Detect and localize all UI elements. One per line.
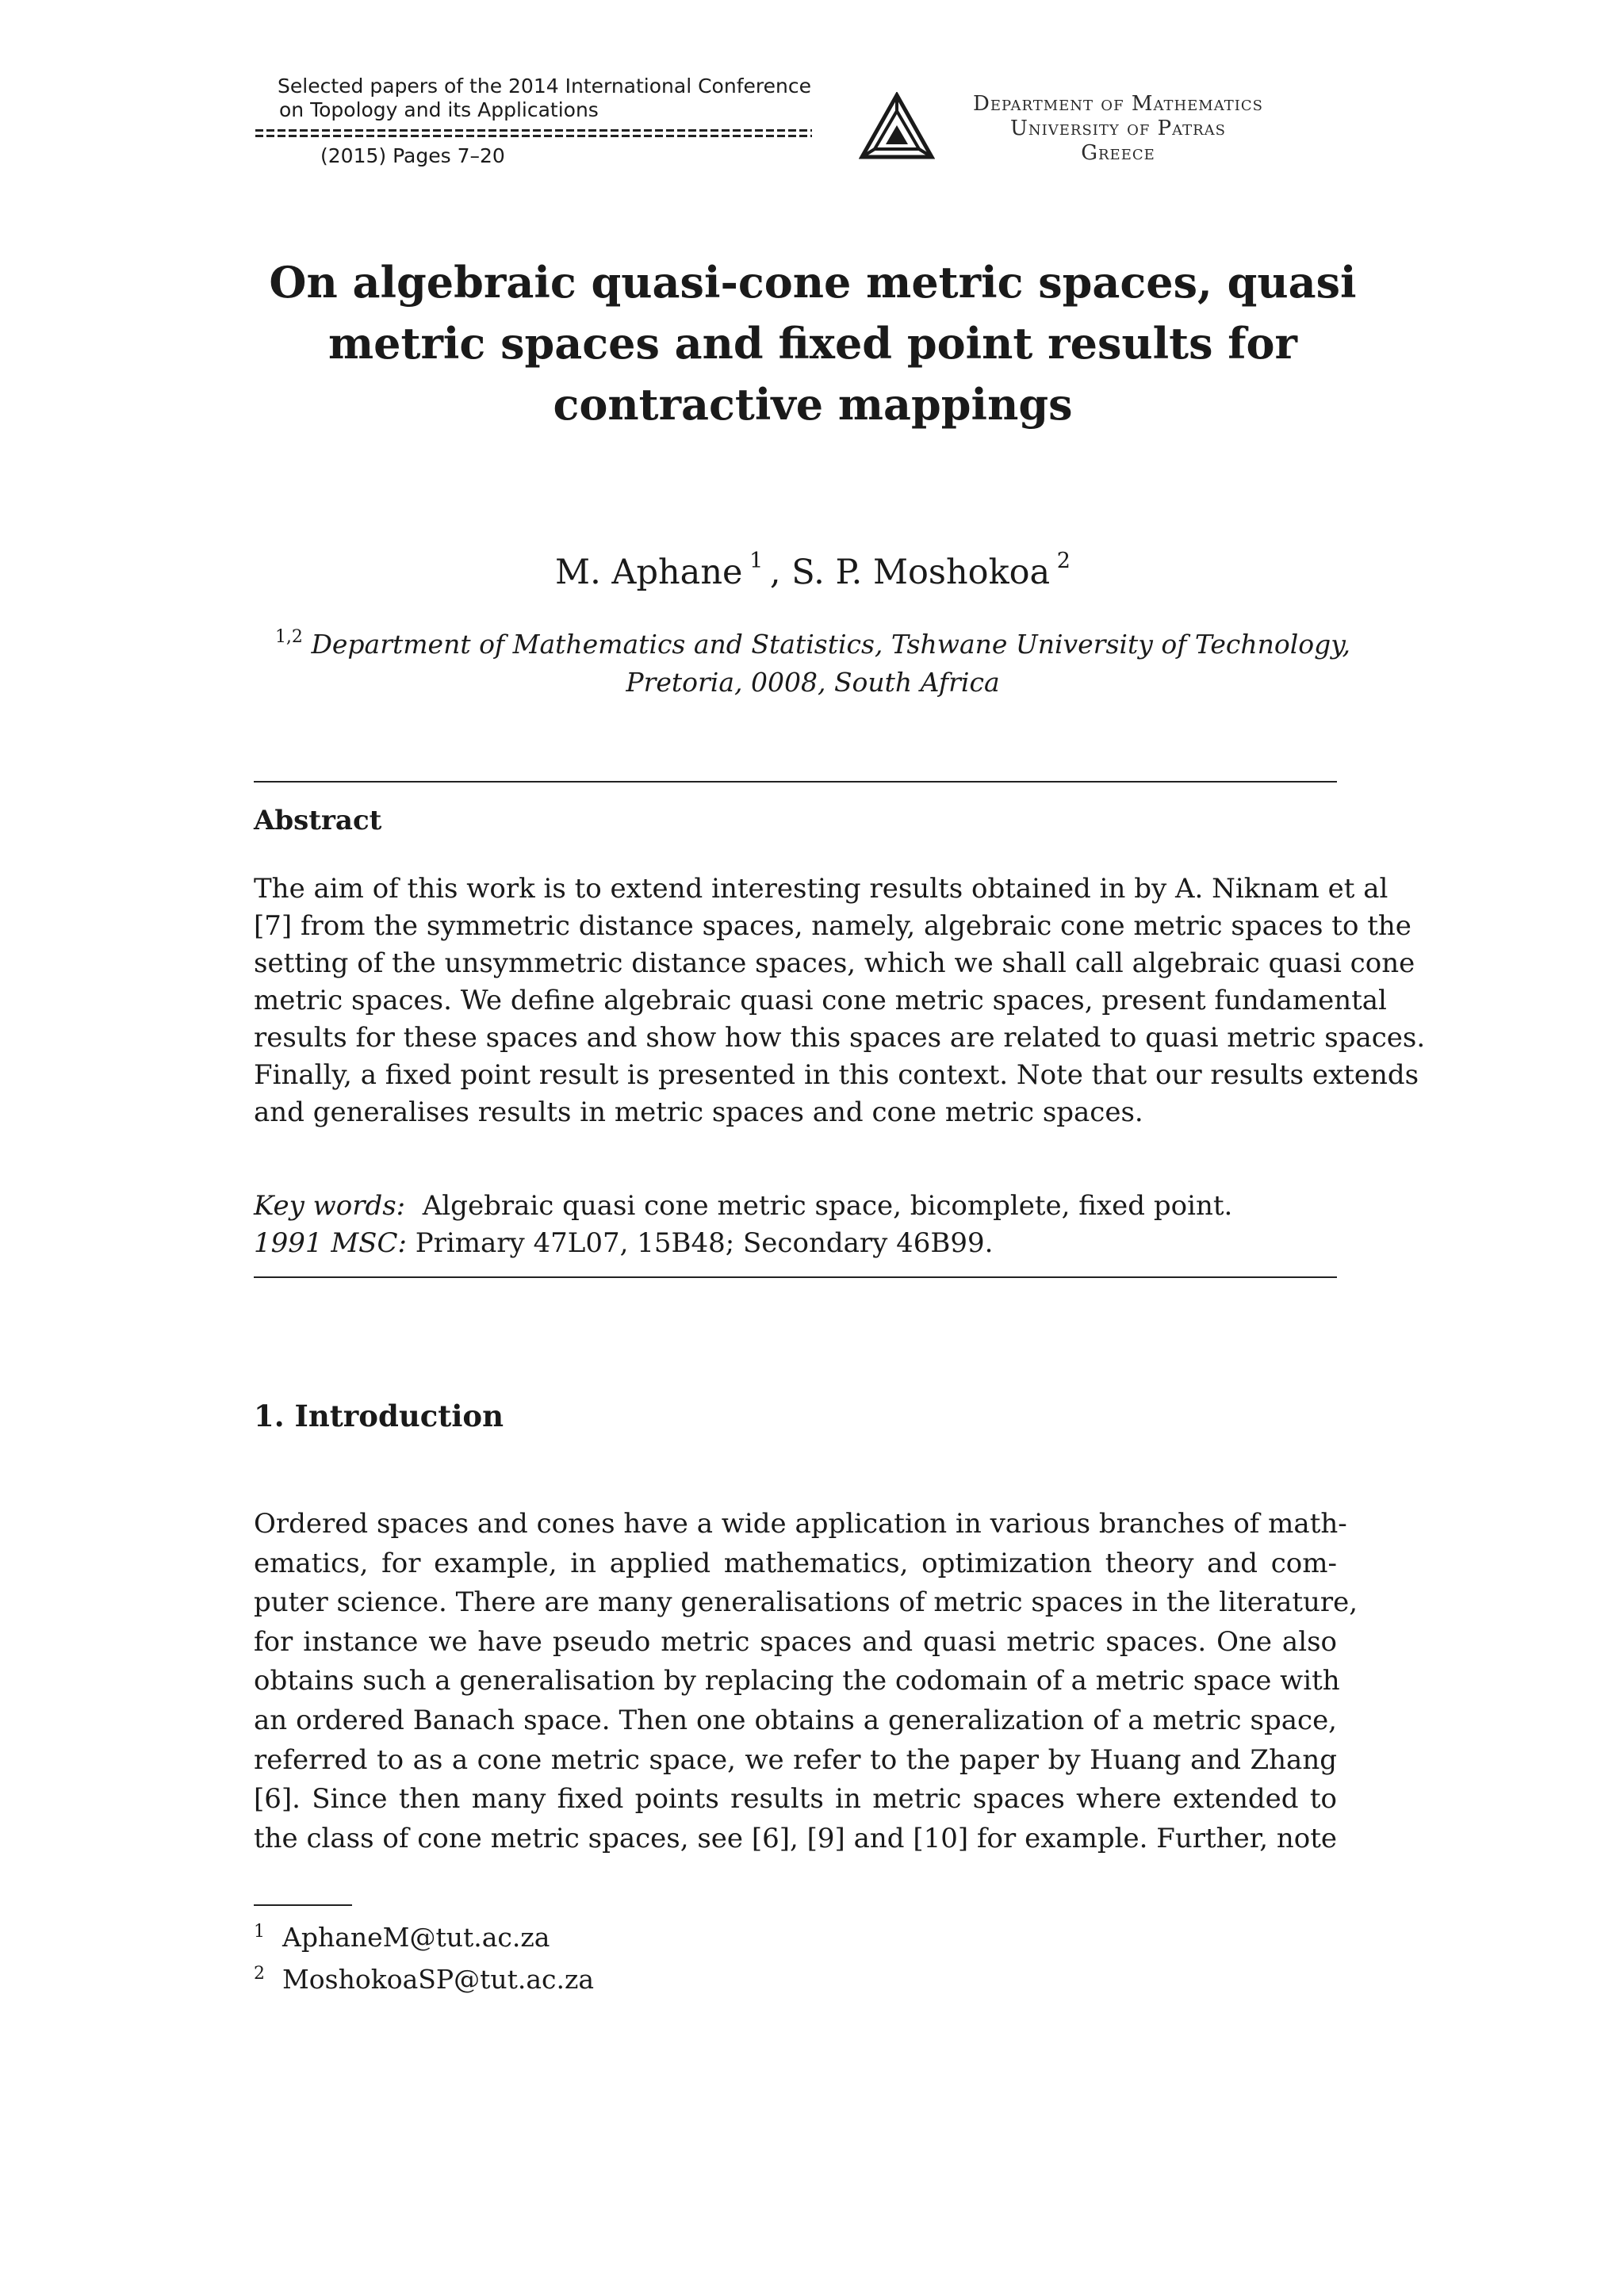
introduction-line: the class of cone metric spaces, see [6], [9] and [10] for example. Further, note: [254, 1822, 1337, 1854]
abstract-line: results for these spaces and show how this spaces are related to quasi metric spaces.: [254, 1022, 1426, 1054]
abstract-line: setting of the unsymmetric distance spaces, which we shall call algebraic quasi cone: [254, 947, 1415, 979]
msc-codes: Primary 47L07, 15B48; Secondary 46B99.: [415, 1227, 994, 1259]
introduction-line: ematics, for example, in applied mathematics, optimization theory and com-: [254, 1547, 1337, 1579]
abstract-bottom-rule: [254, 1276, 1337, 1278]
introduction-line: an ordered Banach space. Then one obtains a generalization of a metric space,: [254, 1704, 1337, 1736]
abstract-line: metric spaces. We define algebraic quasi cone metric spaces, present fundamental: [254, 985, 1387, 1016]
page-range: (2015) Pages 7–20: [320, 144, 505, 167]
affiliation-line-2: Pretoria, 0008, South Africa: [626, 667, 1000, 698]
introduction-line: for instance we have pseudo metric spaces and quasi metric spaces. One also: [254, 1625, 1337, 1658]
department-line-1: Department of Mathematics: [973, 92, 1263, 116]
footnote-rule: [254, 1904, 352, 1906]
department-line-2: University of Patras: [1010, 117, 1226, 140]
footnote-email[interactable]: MoshokoaSP@tut.ac.za: [282, 1964, 595, 1995]
conference-line-1: Selected papers of the 2014 International Conference: [278, 75, 811, 98]
footnote-email[interactable]: AphaneM@tut.ac.za: [282, 1922, 550, 1953]
authors: [198, 539, 1427, 595]
footnote: [254, 1956, 594, 1998]
introduction-line: puter science. There are many generalisations of metric spaces in the literature,: [254, 1586, 1358, 1619]
abstract-line: and generalises results in metric spaces and cone metric spaces.: [254, 1096, 1143, 1128]
footnote: [254, 1914, 594, 1956]
affiliation-line-1: Department of Mathematics and Statistics, Tshwane University of Technology,: [311, 629, 1351, 660]
author-separator: ,: [769, 553, 781, 592]
affiliation-mark: 1,2: [274, 627, 303, 647]
department-info: [936, 92, 1300, 166]
abstract-heading: Abstract: [254, 805, 382, 836]
title-line-1: On algebraic quasi-cone metric spaces, quasi: [269, 257, 1357, 308]
abstract-line: The aim of this work is to extend interesting results obtained in by A. Niknam et al: [254, 873, 1388, 905]
introduction-line: [6]. Since then many fixed points results in metric spaces where extended to: [254, 1783, 1337, 1816]
department-logo-icon: [859, 92, 935, 162]
abstract-line: [7] from the symmetric distance spaces, namely, algebraic cone metric spaces to the: [254, 910, 1411, 942]
conference-line-2: on Topology and its Applications: [279, 98, 599, 121]
introduction-line: obtains such a generalisation by replacing the codomain of a metric space with: [254, 1665, 1340, 1697]
title-line-3: contractive mappings: [553, 379, 1073, 430]
footnote-mark: 1: [254, 1922, 265, 1942]
footnote-mark: 2: [254, 1964, 265, 1984]
keywords-label: Key words:: [254, 1190, 406, 1222]
abstract-top-rule: [254, 781, 1337, 783]
author-2-footnote-mark: 2: [1056, 549, 1071, 573]
introduction-heading: 1. Introduction: [254, 1399, 504, 1433]
affiliation: [238, 618, 1388, 702]
keywords-block: [254, 1188, 1232, 1262]
introduction-body: [254, 1505, 1358, 1858]
author-1-footnote-mark: 1: [749, 549, 764, 573]
msc-label: 1991 MSC:: [254, 1227, 407, 1259]
introduction-line: referred to as a cone metric space, we refer to the paper by Huang and Zhang: [254, 1743, 1337, 1776]
title-line-2: metric spaces and fixed point results for: [328, 318, 1297, 369]
footnotes: [254, 1914, 594, 1998]
conference-info: [278, 75, 833, 122]
header-double-dashed-rule: [255, 128, 812, 139]
department-line-3: Greece: [1081, 141, 1155, 165]
paper-title: [198, 252, 1427, 435]
abstract-body: [254, 871, 1426, 1131]
author-2: S. P. Moshokoa: [791, 553, 1051, 592]
keywords: Algebraic quasi cone metric space, bicomplete, fixed point.: [422, 1190, 1233, 1222]
introduction-line: Ordered spaces and cones have a wide application in various branches of math-: [254, 1508, 1347, 1540]
author-1: M. Aphane: [555, 553, 743, 592]
abstract-line: Finally, a fixed point result is presented in this context. Note that our results extends: [254, 1059, 1419, 1091]
